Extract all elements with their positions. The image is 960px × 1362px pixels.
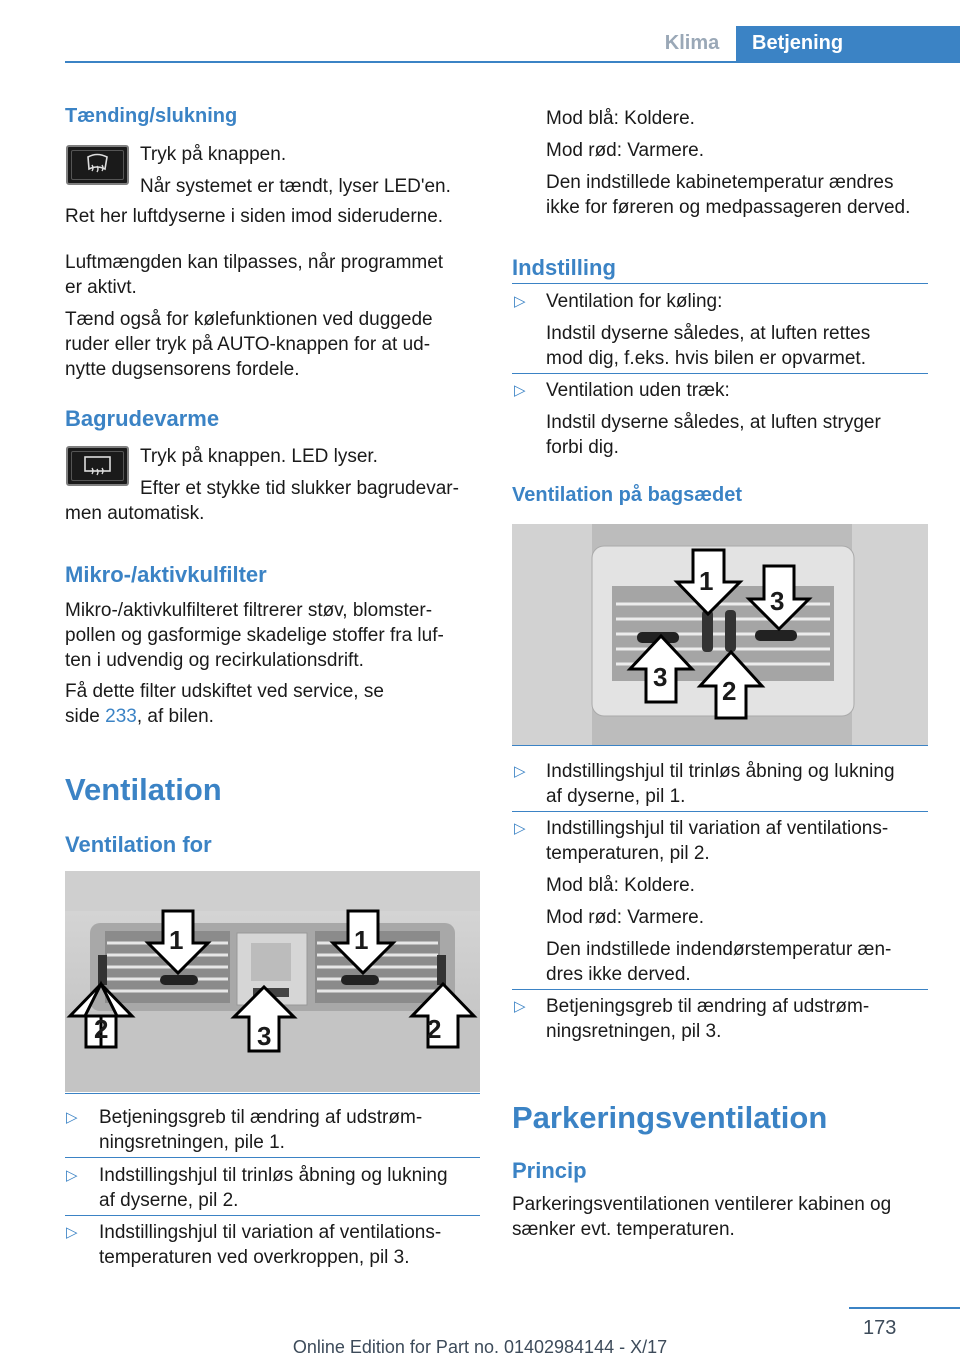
paragraph: Parkeringsventilationen ventilerer kabinen og	[512, 1194, 892, 1215]
text-tryk: Tryk på knappen.	[140, 144, 287, 165]
paragraph: Den indstillede kabinetemperatur ændres	[546, 172, 894, 193]
heading-bagsaedet: Ventilation på bagsædet	[512, 484, 743, 506]
divider	[65, 1215, 480, 1216]
footer-edition: Online Edition for Part no. 01402984144 - X/17	[292, 1337, 668, 1357]
arrow-label: 3	[770, 586, 785, 616]
arrow-label: 1	[169, 925, 184, 955]
arrow-label: 2	[427, 1014, 442, 1044]
divider	[65, 1157, 480, 1158]
bullet-triangle-icon: ▷	[66, 1109, 78, 1126]
list-item-cont: temperaturen ved overkroppen, pil 3.	[99, 1247, 410, 1268]
text-efter-cont: men automatisk.	[65, 503, 205, 524]
arrow-label: 2	[722, 676, 737, 706]
paragraph: sænker evt. temperaturen.	[512, 1219, 735, 1240]
paragraph: ruder eller tryk på AUTO-knappen for at ud-	[65, 334, 431, 355]
text-led: Når systemet er tændt, lyser LED'en.	[140, 176, 451, 197]
bullet-triangle-icon: ▷	[514, 293, 526, 310]
tab-klima[interactable]: Klima	[664, 32, 720, 54]
page-link[interactable]: 233	[105, 706, 137, 727]
heading-mikrofilter: Mikro-/aktivkulfilter	[65, 562, 267, 587]
divider	[512, 373, 928, 374]
divider	[512, 745, 928, 746]
list-item: Ventilation uden træk:	[546, 380, 730, 401]
list-item-cont: Indstil dyserne således, at luften stryger	[546, 412, 881, 433]
arrow-label: 1	[354, 925, 369, 955]
list-item: Indstillingshjul til trinløs åbning og lukning	[99, 1165, 448, 1186]
bullet-triangle-icon: ▷	[66, 1224, 78, 1241]
tab-betjening[interactable]: Betjening	[736, 26, 960, 61]
paragraph: Tænd også for kølefunktionen ved duggede	[65, 309, 433, 330]
text-efter: Efter et stykke tid slukker bagrudevar-	[140, 478, 459, 499]
list-item: Betjeningsgreb til ændring af udstrøm-	[546, 996, 870, 1017]
list-item-cont: Mod rød: Varmere.	[546, 907, 705, 928]
heading-ventilation: Ventilation	[65, 772, 222, 807]
list-item-cont: mod dig, f.eks. hvis bilen er opvarmet.	[546, 348, 866, 369]
list-item-cont: ningsretningen, pil 3.	[546, 1021, 722, 1042]
bullet-triangle-icon: ▷	[514, 382, 526, 399]
bullet-triangle-icon: ▷	[514, 820, 526, 837]
rear-vents-photo	[512, 524, 928, 745]
paragraph-link-line	[65, 704, 214, 729]
arrow-label: 3	[257, 1021, 272, 1051]
paragraph: nytte dugsensorens fordele.	[65, 359, 300, 380]
text-mod-roed: Mod rød: Varmere.	[546, 140, 705, 161]
arrow-label: 3	[653, 662, 668, 692]
defrost-button-icon	[66, 145, 129, 185]
footer-rule	[849, 1307, 960, 1309]
list-item: Indstillingshjul til variation af ventilations-	[99, 1222, 442, 1243]
list-item-cont: ningsretningen, pile 1.	[99, 1132, 285, 1153]
paragraph: Luftmængden kan tilpasses, når programmet	[65, 252, 444, 273]
list-item-cont: Den indstillede indendørstemperatur æn-	[546, 939, 892, 960]
divider	[512, 811, 928, 812]
heading-princip: Princip	[512, 1158, 587, 1183]
front-vents-photo	[65, 871, 480, 1092]
list-item-cont: Mod blå: Koldere.	[546, 875, 695, 896]
paragraph: ikke for føreren og medpassageren derved.	[546, 197, 911, 218]
bullet-triangle-icon: ▷	[514, 998, 526, 1015]
paragraph: Mikro-/aktivkulfilteret filtrerer støv, blomster-	[65, 600, 433, 621]
arrow-label: 2	[94, 1014, 109, 1044]
list-item: Betjeningsgreb til ændring af udstrøm-	[99, 1107, 423, 1128]
rear-defrost-button-icon	[66, 446, 129, 486]
text-mod-blaa: Mod blå: Koldere.	[546, 108, 695, 129]
divider	[65, 1093, 480, 1094]
bullet-triangle-icon: ▷	[514, 763, 526, 780]
list-item-cont: dres ikke derved.	[546, 964, 691, 985]
heading-bagrudevarme: Bagrudevarme	[65, 406, 220, 431]
list-item: Ventilation for køling:	[546, 291, 723, 312]
arrow-label: 1	[699, 566, 714, 596]
text-tryk-led: Tryk på knappen. LED lyser.	[140, 446, 378, 467]
paragraph: er aktivt.	[65, 277, 137, 298]
divider	[512, 989, 928, 990]
list-item-cont: temperaturen, pil 2.	[546, 843, 710, 864]
paragraph: Få dette filter udskiftet ved service, se	[65, 681, 384, 702]
header-rule	[65, 61, 960, 63]
divider	[512, 283, 928, 284]
page-number: 173	[863, 1317, 897, 1339]
list-item: Indstillingshjul til trinløs åbning og lukning	[546, 761, 895, 782]
list-item: Indstillingshjul til variation af ventilations-	[546, 818, 889, 839]
heading-taending: Tænding/slukning	[65, 105, 238, 127]
paragraph: ten i udvendig og recirkulationsdrift.	[65, 650, 364, 671]
list-item-cont: forbi dig.	[546, 437, 619, 458]
heading-parkeringsventilation: Parkeringsventilation	[512, 1100, 828, 1135]
text: side	[65, 706, 106, 727]
list-item-cont: af dyserne, pil 2.	[99, 1190, 239, 1211]
text: , af bilen.	[136, 706, 214, 727]
heading-indstilling: Indstilling	[512, 255, 616, 280]
paragraph: Ret her luftdyserne i siden imod sideruderne.	[65, 206, 444, 227]
paragraph: pollen og gasformige skadelige stoffer fra luf-	[65, 625, 444, 646]
bullet-triangle-icon: ▷	[66, 1167, 78, 1184]
list-item-cont: Indstil dyserne således, at luften rettes	[546, 323, 871, 344]
list-item-cont: af dyserne, pil 1.	[546, 786, 686, 807]
heading-ventilation-for: Ventilation for	[65, 832, 212, 857]
